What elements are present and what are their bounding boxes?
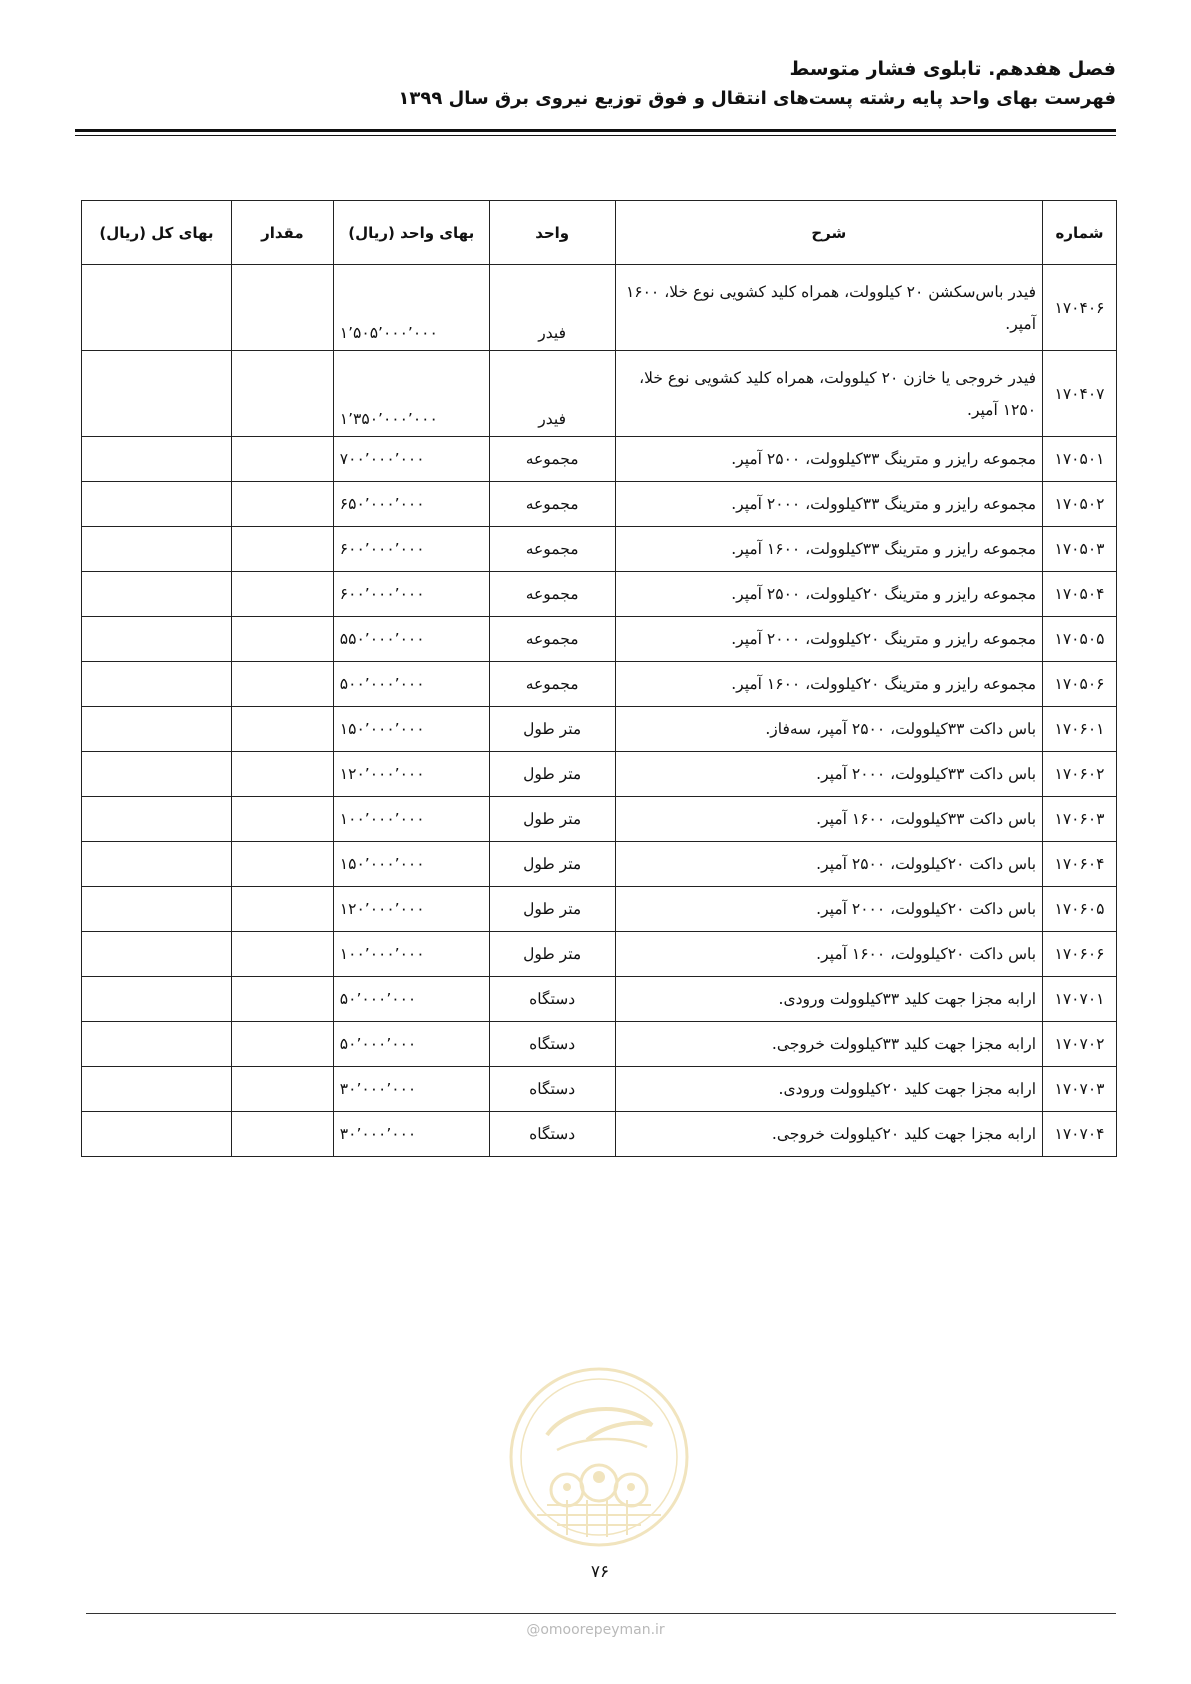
row-unit: متر طول	[489, 887, 615, 932]
row-unit-price: ۳۰٬۰۰۰٬۰۰۰	[333, 1112, 489, 1157]
row-unit: دستگاه	[489, 1022, 615, 1067]
row-description: باس داکت ۳۳کیلوولت، ۲۵۰۰ آمپر، سه‌فاز.	[615, 707, 1042, 752]
row-code: ۱۷۰۷۰۲	[1043, 1022, 1117, 1067]
row-code: ۱۷۰۶۰۴	[1043, 842, 1117, 887]
row-quantity	[231, 842, 333, 887]
row-code: ۱۷۰۵۰۱	[1043, 437, 1117, 482]
row-description: فیدر باس‌سکشن ۲۰ کیلوولت، همراه کلید کشویی نوع خلا، ۱۶۰۰ آمپر.	[615, 265, 1042, 351]
row-code: ۱۷۰۷۰۳	[1043, 1067, 1117, 1112]
table-row	[82, 351, 1117, 437]
header-rule-thick	[75, 129, 1116, 132]
row-quantity	[231, 482, 333, 527]
row-unit: متر طول	[489, 752, 615, 797]
row-total-price	[82, 482, 232, 527]
table-header-row	[82, 201, 1117, 265]
table-row	[82, 662, 1117, 707]
row-unit: دستگاه	[489, 1112, 615, 1157]
row-quantity	[231, 437, 333, 482]
row-unit-price: ۵۰٬۰۰۰٬۰۰۰	[333, 1022, 489, 1067]
row-unit-price: ۵۵۰٬۰۰۰٬۰۰۰	[333, 617, 489, 662]
row-code: ۱۷۰۵۰۶	[1043, 662, 1117, 707]
table-row	[82, 1112, 1117, 1157]
row-description: ارابه مجزا جهت کلید ۳۳کیلوولت ورودی.	[615, 977, 1042, 1022]
row-unit-price: ۱۲۰٬۰۰۰٬۰۰۰	[333, 752, 489, 797]
header-rule-thin	[75, 135, 1116, 136]
row-description: فیدر خروجی یا خازن ۲۰ کیلوولت، همراه کلید کشویی نوع خلا، ۱۲۵۰ آمپر.	[615, 351, 1042, 437]
row-description: باس داکت ۳۳کیلوولت، ۱۶۰۰ آمپر.	[615, 797, 1042, 842]
row-total-price	[82, 1112, 232, 1157]
row-quantity	[231, 265, 333, 351]
row-code: ۱۷۰۷۰۱	[1043, 977, 1117, 1022]
row-quantity	[231, 932, 333, 977]
row-code: ۱۷۰۴۰۷	[1043, 351, 1117, 437]
row-quantity	[231, 617, 333, 662]
table-row	[82, 707, 1117, 752]
row-code: ۱۷۰۵۰۲	[1043, 482, 1117, 527]
table-row	[82, 617, 1117, 662]
footer-rule	[86, 1613, 1116, 1614]
row-description: مجموعه رایزر و مترینگ ۲۰کیلوولت، ۱۶۰۰ آمپر.	[615, 662, 1042, 707]
row-description: مجموعه رایزر و مترینگ ۳۳کیلوولت، ۲۵۰۰ آمپر.	[615, 437, 1042, 482]
page-number: ۷۶	[590, 1562, 610, 1582]
row-total-price	[82, 572, 232, 617]
row-unit: دستگاه	[489, 1067, 615, 1112]
row-total-price	[82, 437, 232, 482]
row-description: باس داکت ۲۰کیلوولت، ۲۰۰۰ آمپر.	[615, 887, 1042, 932]
row-code: ۱۷۰۵۰۵	[1043, 617, 1117, 662]
website-watermark: @omoorepeyman.ir	[526, 1622, 665, 1638]
row-unit-price: ۶۵۰٬۰۰۰٬۰۰۰	[333, 482, 489, 527]
row-unit-price: ۶۰۰٬۰۰۰٬۰۰۰	[333, 572, 489, 617]
row-quantity	[231, 1112, 333, 1157]
row-description: مجموعه رایزر و مترینگ ۳۳کیلوولت، ۱۶۰۰ آمپر.	[615, 527, 1042, 572]
row-quantity	[231, 351, 333, 437]
row-quantity	[231, 572, 333, 617]
row-quantity	[231, 1022, 333, 1067]
price-table	[81, 200, 1117, 1157]
table-row	[82, 482, 1117, 527]
row-total-price	[82, 707, 232, 752]
row-unit: مجموعه	[489, 527, 615, 572]
row-unit-price: ۷۰۰٬۰۰۰٬۰۰۰	[333, 437, 489, 482]
row-description: ارابه مجزا جهت کلید ۲۰کیلوولت خروجی.	[615, 1112, 1042, 1157]
row-unit-price: ۳۰٬۰۰۰٬۰۰۰	[333, 1067, 489, 1112]
row-unit: مجموعه	[489, 662, 615, 707]
row-total-price	[82, 887, 232, 932]
row-unit: متر طول	[489, 932, 615, 977]
row-unit-price: ۱٬۳۵۰٬۰۰۰٬۰۰۰	[333, 351, 489, 437]
row-total-price	[82, 527, 232, 572]
table-row	[82, 932, 1117, 977]
row-description: ارابه مجزا جهت کلید ۲۰کیلوولت ورودی.	[615, 1067, 1042, 1112]
row-unit: فیدر	[489, 265, 615, 351]
row-code: ۱۷۰۶۰۶	[1043, 932, 1117, 977]
row-unit-price: ۵۰۰٬۰۰۰٬۰۰۰	[333, 662, 489, 707]
table-row	[82, 527, 1117, 572]
row-unit: مجموعه	[489, 437, 615, 482]
row-quantity	[231, 662, 333, 707]
row-quantity	[231, 527, 333, 572]
header-total-price: بهای کل (ریال)	[82, 201, 232, 265]
row-unit: متر طول	[489, 797, 615, 842]
row-unit-price: ۵۰٬۰۰۰٬۰۰۰	[333, 977, 489, 1022]
row-total-price	[82, 351, 232, 437]
row-description: مجموعه رایزر و مترینگ ۳۳کیلوولت، ۲۰۰۰ آمپر.	[615, 482, 1042, 527]
row-total-price	[82, 797, 232, 842]
row-unit-price: ۱۲۰٬۰۰۰٬۰۰۰	[333, 887, 489, 932]
table-row	[82, 437, 1117, 482]
row-code: ۱۷۰۵۰۴	[1043, 572, 1117, 617]
row-quantity	[231, 1067, 333, 1112]
row-description: باس داکت ۲۰کیلوولت، ۱۶۰۰ آمپر.	[615, 932, 1042, 977]
row-unit-price: ۶۰۰٬۰۰۰٬۰۰۰	[333, 527, 489, 572]
table-row	[82, 752, 1117, 797]
row-quantity	[231, 752, 333, 797]
row-total-price	[82, 265, 232, 351]
row-unit: مجموعه	[489, 572, 615, 617]
row-code: ۱۷۰۴۰۶	[1043, 265, 1117, 351]
header-unit: واحد	[489, 201, 615, 265]
row-total-price	[82, 932, 232, 977]
row-total-price	[82, 977, 232, 1022]
page-header	[75, 58, 1116, 109]
row-unit: مجموعه	[489, 617, 615, 662]
row-unit-price: ۱۵۰٬۰۰۰٬۰۰۰	[333, 707, 489, 752]
table-row	[82, 572, 1117, 617]
watermark-seal-icon	[507, 1365, 691, 1549]
row-code: ۱۷۰۶۰۱	[1043, 707, 1117, 752]
row-quantity	[231, 707, 333, 752]
row-description: مجموعه رایزر و مترینگ ۲۰کیلوولت، ۲۵۰۰ آمپر.	[615, 572, 1042, 617]
row-unit-price: ۱۰۰٬۰۰۰٬۰۰۰	[333, 797, 489, 842]
row-unit-price: ۱۰۰٬۰۰۰٬۰۰۰	[333, 932, 489, 977]
row-total-price	[82, 1067, 232, 1112]
row-total-price	[82, 752, 232, 797]
document-subtitle: فهرست بهای واحد پایه رشته پست‌های انتقال و فوق توزیع نیروی برق سال ۱۳۹۹	[398, 88, 1116, 109]
row-quantity	[231, 887, 333, 932]
row-total-price	[82, 1022, 232, 1067]
row-quantity	[231, 977, 333, 1022]
row-description: باس داکت ۳۳کیلوولت، ۲۰۰۰ آمپر.	[615, 752, 1042, 797]
row-quantity	[231, 797, 333, 842]
header-code: شماره	[1043, 201, 1117, 265]
row-code: ۱۷۰۶۰۲	[1043, 752, 1117, 797]
row-unit: متر طول	[489, 707, 615, 752]
table-row	[82, 842, 1117, 887]
header-quantity: مقدار	[231, 201, 333, 265]
row-unit: دستگاه	[489, 977, 615, 1022]
table-row	[82, 265, 1117, 351]
row-code: ۱۷۰۶۰۳	[1043, 797, 1117, 842]
table-row	[82, 1022, 1117, 1067]
table-row	[82, 1067, 1117, 1112]
row-description: باس داکت ۲۰کیلوولت، ۲۵۰۰ آمپر.	[615, 842, 1042, 887]
row-total-price	[82, 662, 232, 707]
row-unit: فیدر	[489, 351, 615, 437]
row-unit: مجموعه	[489, 482, 615, 527]
row-description: ارابه مجزا جهت کلید ۳۳کیلوولت خروجی.	[615, 1022, 1042, 1067]
row-unit-price: ۱٬۵۰۵٬۰۰۰٬۰۰۰	[333, 265, 489, 351]
table-row	[82, 977, 1117, 1022]
header-description: شرح	[615, 201, 1042, 265]
row-code: ۱۷۰۷۰۴	[1043, 1112, 1117, 1157]
row-description: مجموعه رایزر و مترینگ ۲۰کیلوولت، ۲۰۰۰ آمپر.	[615, 617, 1042, 662]
row-total-price	[82, 842, 232, 887]
row-total-price	[82, 617, 232, 662]
row-unit-price: ۱۵۰٬۰۰۰٬۰۰۰	[333, 842, 489, 887]
table-row	[82, 887, 1117, 932]
row-code: ۱۷۰۶۰۵	[1043, 887, 1117, 932]
row-unit: متر طول	[489, 842, 615, 887]
table-row	[82, 797, 1117, 842]
row-code: ۱۷۰۵۰۳	[1043, 527, 1117, 572]
header-unit-price: بهای واحد (ریال)	[333, 201, 489, 265]
chapter-title: فصل هفدهم. تابلوی فشار متوسط	[789, 58, 1116, 80]
